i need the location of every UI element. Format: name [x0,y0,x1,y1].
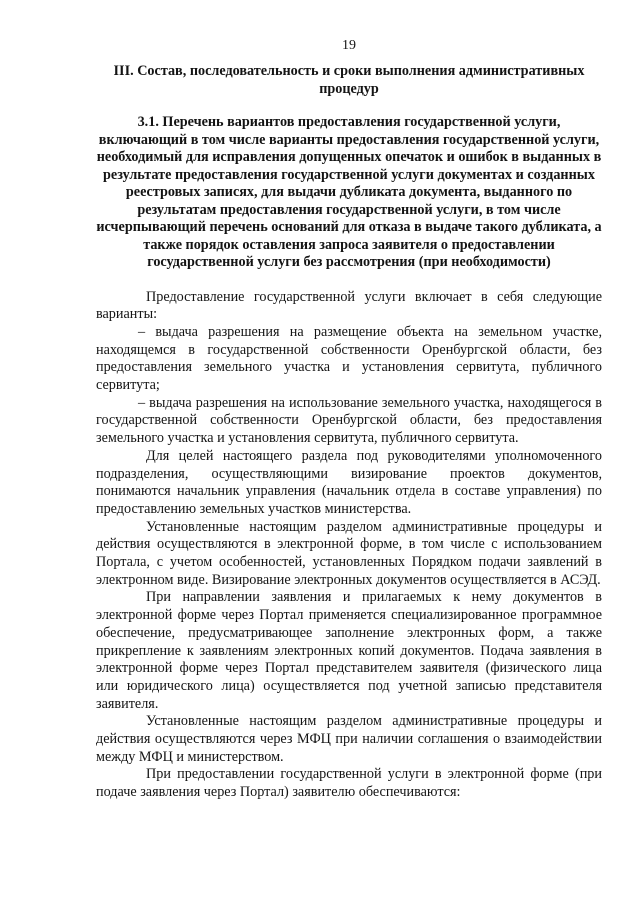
subsection-heading-block [96,114,602,272]
subsection-heading: 3.1. Перечень вариантов предоставления государственной услуги, включающий в том числе варианты предоставления государственной услуги, необходимый для исправления допущенных опечаток и ошибок в выданных в результате предоставления государственной услуги документах и созданных реестровых записях, для выдачи дубликата документа, выданного по результатам предоставления государственной услуги, в том числе исчерпывающий перечень оснований для отказа в выдаче такого дубликата, а также порядок оставления запроса заявителя о предоставлении государственной услуги без рассмотрения (при необходимости) [96,114,602,270]
paragraph-mfc: Установленные настоящим разделом административные процедуры и действия осуществляются через МФЦ при наличии соглашения о взаимодействии между МФЦ и министерством. [96,713,602,765]
paragraph-portal-submission: При направлении заявления и прилагаемых к нему документов в электронной форме через Портал применяется специализированное программное обеспечение, предусматривающее заполнение электронных форм, а также прикрепление к заявлениям электронных копий документов. Подача заявления в электронной форме через Портал представителем заявителя (физического лица или юридического лица) осуществляется под учетной записью представителя заявителя. [96,589,602,712]
paragraph-intro: Предоставление государственной услуги включает в себя следующие варианты: [96,288,602,323]
body-text [96,289,602,802]
list-item-option-2: – выдача разрешения на использование земельного участка, находящегося в государственной собственности Оренбургской области, без предоставления земельного участка и установления сервитута, публичного сервитута. [96,394,602,447]
paragraph-definitions: Для целей настоящего раздела под руководителями уполномоченного подразделения, осуществляющими визирование проектов документов, понимаются начальник управления (начальник отдела в составе управления) по предоставлению земельных участков министерства. [96,447,602,517]
list-item-option-1: – выдача разрешения на размещение объекта на земельном участке, находящемся в государственной собственности Оренбургской области, без предоставления земельного участка и установления сервитута, публичного сервитута; [96,323,602,394]
section-heading-block [96,63,602,98]
paragraph-electronic-form: Установленные настоящим разделом административные процедуры и действия осуществляются в электронной форме, в том числе с использованием Портала, с учетом особенностей, установленных Порядком подачи заявлений в электронном виде. Визирование электронных документов осуществляется в АСЭД. [96,518,602,588]
section-heading: III. Состав, последовательность и сроки выполнения административных процедур [113,63,585,97]
paragraph-electronic-provision: При предоставлении государственной услуги в электронной форме (при подаче заявления через Портал) заявителю обеспечиваются: [96,766,602,801]
page-number: 19 [342,38,356,53]
